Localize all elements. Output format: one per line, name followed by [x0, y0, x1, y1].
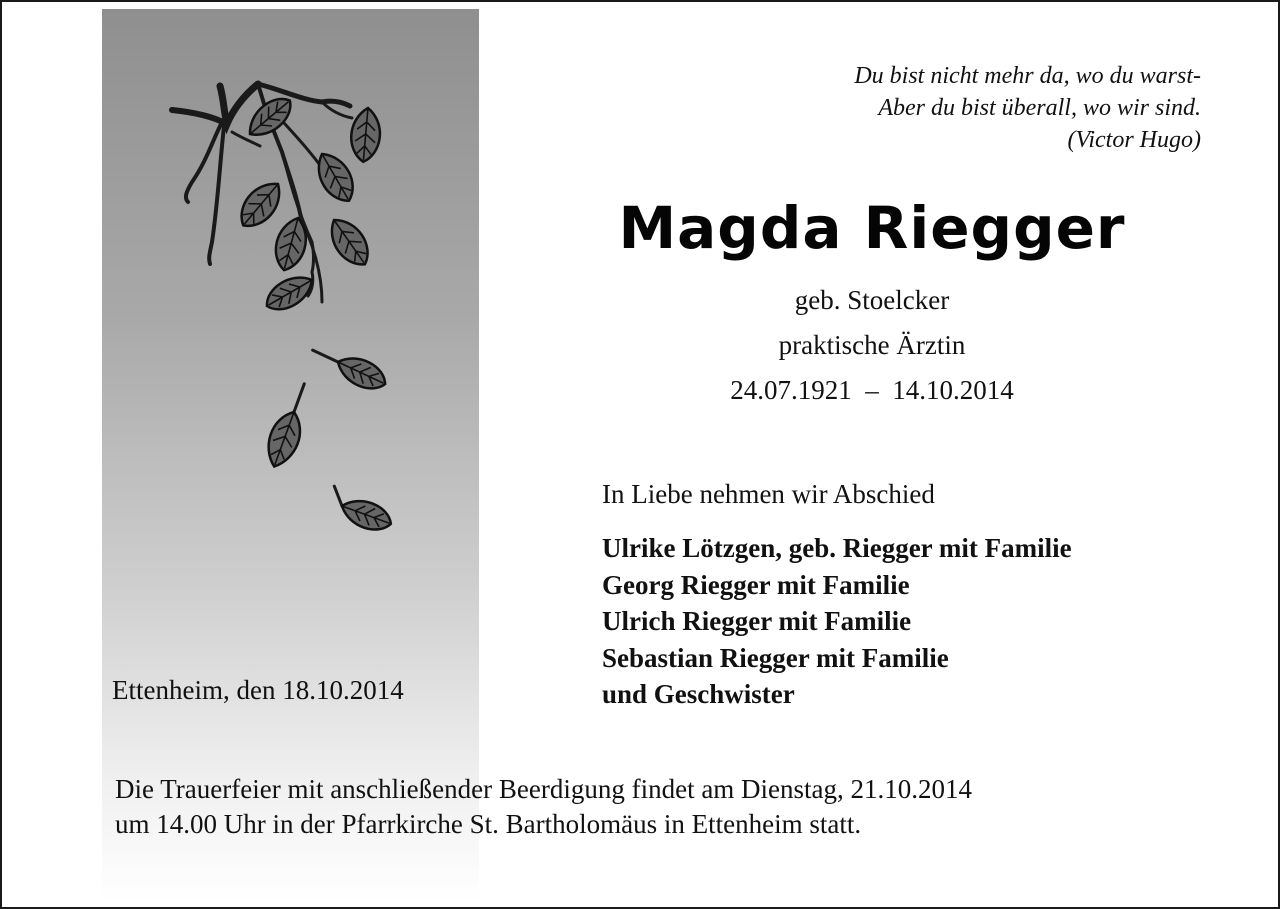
birth-name: geb. Stoelcker — [794, 285, 950, 315]
family-member: und Geschwister — [602, 679, 795, 709]
family-member: Sebastian Riegger mit Familie — [602, 642, 949, 673]
deceased-name: Magda Riegger — [618, 194, 1126, 262]
farewell-line: In Liebe nehmen wir Abschied — [602, 479, 935, 509]
funeral-line-2: um 14.00 Uhr in der Pfarrkirche St. Bartholomäus in Ettenheim statt. — [115, 809, 862, 839]
family-list — [602, 530, 1072, 713]
quote-line-1: Du bist nicht mehr da, wo du warst- — [854, 63, 1201, 89]
branch-with-leaves-illustration — [162, 72, 422, 552]
family-member: Georg Riegger mit Familie — [602, 569, 910, 600]
place-and-date: Ettenheim, den 18.10.2014 — [112, 675, 404, 705]
profession: praktische Ärztin — [778, 330, 966, 360]
family-member: Ulrich Riegger mit Familie — [602, 606, 912, 636]
quote-block — [854, 60, 1201, 156]
funeral-notice — [115, 772, 972, 842]
funeral-line-1: Die Trauerfeier mit anschließender Beerdigung findet am Dienstag, 21.10.2014 — [115, 774, 973, 804]
quote-author: (Victor Hugo) — [1067, 127, 1201, 153]
deceased-details — [562, 278, 1182, 413]
life-dates: 24.07.1921 – 14.10.2014 — [730, 375, 1014, 405]
family-member: Ulrike Lötzgen, geb. Riegger mit Familie — [602, 533, 1072, 563]
quote-line-2: Aber du bist überall, wo wir sind. — [878, 95, 1201, 121]
